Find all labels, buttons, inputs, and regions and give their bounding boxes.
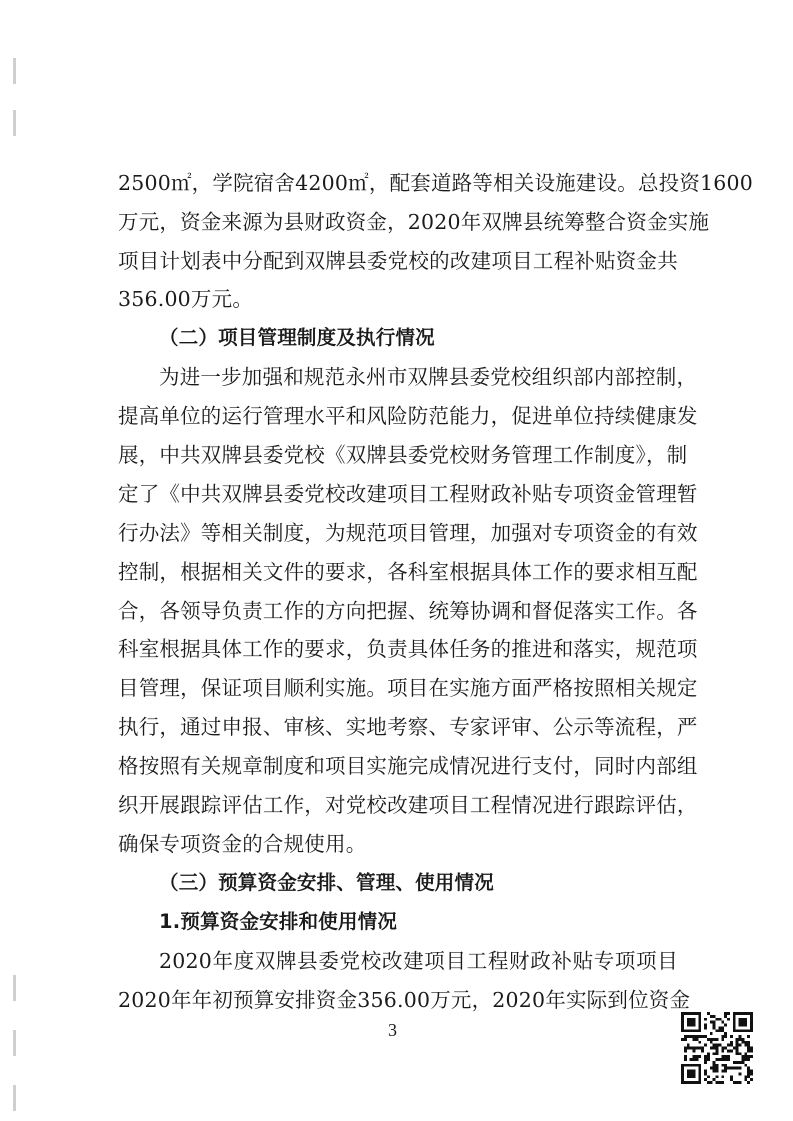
qr-module (707, 1055, 710, 1058)
qr-module (704, 1072, 707, 1075)
qr-module (721, 1081, 724, 1084)
qr-module (698, 1035, 701, 1038)
qr-module (739, 1067, 742, 1070)
qr-module (718, 1058, 721, 1061)
qr-module (739, 1035, 742, 1038)
qr-module (716, 1075, 719, 1078)
qr-module (690, 1047, 693, 1050)
qr-module (710, 1032, 713, 1035)
qr-module (710, 1041, 713, 1044)
qr-module (741, 1038, 744, 1041)
qr-module (704, 1061, 707, 1064)
qr-module (707, 1052, 710, 1055)
qr-module (724, 1012, 727, 1015)
paragraph-line: 项目计划表中分配到双牌县委党校的改建项目工程补贴资金共 (118, 249, 678, 273)
qr-module (721, 1055, 724, 1058)
qr-module (704, 1035, 707, 1038)
qr-module (747, 1049, 750, 1052)
qr-module (704, 1024, 707, 1027)
qr-module (716, 1052, 719, 1055)
paragraph-line: 行办法》等相关制度，为规范项目管理，加强对专项资金的有效 (118, 521, 698, 545)
qr-module (704, 1055, 707, 1058)
qr-module (736, 1061, 739, 1064)
qr-module (724, 1070, 727, 1073)
paragraph-line: 合，各领导负责工作的方向把握、统筹协调和督促落实工作。各 (118, 599, 698, 623)
qr-module (718, 1026, 721, 1029)
qr-module (690, 1035, 693, 1038)
qr-module (713, 1021, 716, 1024)
qr-module (684, 1035, 687, 1038)
qr-module (687, 1035, 690, 1038)
qr-module (704, 1070, 707, 1073)
qr-module (716, 1058, 719, 1061)
qr-module (713, 1078, 716, 1081)
qr-module (713, 1064, 716, 1067)
qr-module (695, 1035, 698, 1038)
qr-module (721, 1035, 724, 1038)
section-heading: （三）预算资金安排、管理、使用情况 (159, 871, 494, 894)
qr-module (724, 1058, 727, 1061)
qr-module (750, 1070, 753, 1073)
qr-module (736, 1081, 739, 1084)
qr-module (727, 1018, 730, 1021)
qr-module (741, 1061, 744, 1064)
qr-module (721, 1075, 724, 1078)
qr-module (733, 1061, 736, 1064)
qr-module (733, 1067, 736, 1070)
binding-mark (13, 110, 16, 136)
qr-module (724, 1024, 727, 1027)
qr-module (733, 1047, 736, 1050)
qr-module (716, 1018, 719, 1021)
qr-module (684, 1058, 687, 1061)
qr-module (739, 1072, 742, 1075)
qr-module (710, 1015, 713, 1018)
qr-module (718, 1044, 721, 1047)
qr-module (721, 1049, 724, 1052)
qr-module (684, 1038, 687, 1041)
qr-module (693, 1047, 696, 1050)
qr-module (713, 1067, 716, 1070)
qr-module (744, 1075, 747, 1078)
paragraph-line: 格按照有关规章制度和项目实施完成情况进行支付，同时内部组 (118, 754, 698, 778)
qr-module (716, 1038, 719, 1041)
qr-module (718, 1018, 721, 1021)
qr-module (716, 1029, 719, 1032)
paragraph-line: 356.00万元。 (118, 287, 254, 311)
qr-module (730, 1067, 733, 1070)
qr-module (730, 1041, 733, 1044)
qr-module (701, 1047, 704, 1050)
qr-module (730, 1049, 733, 1052)
qr-module (727, 1049, 730, 1052)
paragraph-line: 2020年年初预算安排资金356.00万元，2020年实际到位资金 (118, 988, 691, 1012)
binding-mark (13, 1085, 16, 1111)
qr-module (718, 1029, 721, 1032)
qr-module (710, 1038, 713, 1041)
subsection-heading: 1.预算资金安排和使用情况 (159, 910, 398, 933)
qr-module (741, 1058, 744, 1061)
qr-module (684, 1047, 687, 1050)
qr-module (690, 1058, 693, 1061)
qr-module (744, 1058, 747, 1061)
qr-module (747, 1058, 750, 1061)
qr-module (693, 1055, 696, 1058)
qr-module (710, 1047, 713, 1050)
paragraph-line: 执行，通过申报、审核、实地考察、专家评审、公示等流程，严 (118, 715, 698, 739)
qr-module (736, 1041, 739, 1044)
qr-module (716, 1067, 719, 1070)
qr-module (721, 1064, 724, 1067)
paragraph-line: 展，中共双牌县委党校《双牌县委党校财务管理工作制度》，制 (118, 443, 688, 467)
paragraph-line: 定了《中共双牌县委党校改建项目工程财政补贴专项资金管理暂 (118, 482, 698, 506)
qr-module (747, 1075, 750, 1078)
qr-module (750, 1049, 753, 1052)
qr-module (710, 1021, 713, 1024)
qr-module (739, 1061, 742, 1064)
paragraph-line: 织开展跟踪评估工作，对党校改建项目工程情况进行跟踪评估， (118, 793, 698, 817)
qr-module (693, 1058, 696, 1061)
qr-module (695, 1047, 698, 1050)
qr-module (744, 1041, 747, 1044)
qr-module (750, 1047, 753, 1050)
paragraph-line: 2020年度双牌县委党校改建项目工程财政补贴专项项目 (159, 949, 678, 973)
qr-module (727, 1067, 730, 1070)
qr-module (747, 1055, 750, 1058)
qr-module (736, 1038, 739, 1041)
qr-module (698, 1041, 701, 1044)
qr-module (747, 1081, 750, 1084)
qr-module (747, 1044, 750, 1047)
paragraph-line: 目管理，保证项目顺利实施。项目在实施方面严格按照相关规定 (118, 676, 698, 700)
qr-module (707, 1075, 710, 1078)
paragraph-line: 为进一步加强和规范永州市双牌县委党校组织部内部控制， (159, 365, 698, 389)
section-heading: （二）项目管理制度及执行情况 (159, 326, 435, 349)
qr-module (693, 1049, 696, 1052)
qr-module (713, 1047, 716, 1050)
qr-module (724, 1032, 727, 1035)
qr-module (736, 1044, 739, 1047)
qr-module (721, 1026, 724, 1029)
qr-module (747, 1072, 750, 1075)
qr-module (739, 1081, 742, 1084)
qr-module (716, 1049, 719, 1052)
qr-module (710, 1081, 713, 1084)
qr-module (687, 1047, 690, 1050)
qr-module (713, 1044, 716, 1047)
qr-module (681, 1038, 684, 1041)
qr-module (730, 1075, 733, 1078)
qr-module (693, 1038, 696, 1041)
qr-module (698, 1055, 701, 1058)
qr-module (713, 1070, 716, 1073)
qr-module (747, 1035, 750, 1038)
qr-module (707, 1012, 710, 1015)
qr-module (747, 1041, 750, 1044)
qr-module (704, 1026, 707, 1029)
qr-module (724, 1055, 727, 1058)
qr-module (733, 1081, 736, 1084)
qr-module (698, 1047, 701, 1050)
qr-module (727, 1012, 730, 1015)
qr-module (747, 1047, 750, 1050)
binding-mark (13, 58, 16, 84)
qr-module (724, 1064, 727, 1067)
qr-module (727, 1058, 730, 1061)
qr-module (730, 1078, 733, 1081)
qr-module (713, 1026, 716, 1029)
qr-module (684, 1055, 687, 1058)
paragraph-line: 科室根据具体工作的要求，负责具体任务的推进和落实，规范项 (118, 637, 698, 661)
qr-module (713, 1015, 716, 1018)
qr-module (747, 1070, 750, 1073)
qr-module (744, 1052, 747, 1055)
paragraph-line: 万元，资金来源为县财政资金，2020年双牌县统筹整合资金实施 (118, 210, 710, 234)
qr-module (695, 1058, 698, 1061)
qr-module (716, 1081, 719, 1084)
qr-module (721, 1058, 724, 1061)
binding-mark (13, 975, 16, 1001)
qr-module (710, 1067, 713, 1070)
qr-module (744, 1064, 747, 1067)
qr-module (693, 1035, 696, 1038)
qr-module (744, 1078, 747, 1081)
paragraph-line: 2500㎡，学院宿舍4200㎡，配套道路等相关设施建设。总投资1600 (118, 171, 754, 195)
qr-module (695, 1038, 698, 1041)
qr-module (704, 1078, 707, 1081)
qr-module (707, 1058, 710, 1061)
qr-module (736, 1047, 739, 1050)
qr-module (724, 1015, 727, 1018)
qr-module (744, 1044, 747, 1047)
qr-module (739, 1038, 742, 1041)
paragraph-line: 提高单位的运行管理水平和风险防范能力，促进单位持续健康发 (118, 404, 698, 428)
qr-module (741, 1055, 744, 1058)
qr-module (747, 1067, 750, 1070)
qr-module (724, 1035, 727, 1038)
qr-module (684, 1049, 687, 1052)
qr-module (713, 1052, 716, 1055)
qr-module (713, 1024, 716, 1027)
qr-module (707, 1081, 710, 1084)
qr-module (750, 1072, 753, 1075)
qr-code-icon (681, 1012, 753, 1084)
qr-module (713, 1061, 716, 1064)
qr-module (750, 1078, 753, 1081)
qr-module (736, 1052, 739, 1055)
qr-module (701, 1049, 704, 1052)
qr-module (730, 1044, 733, 1047)
qr-module (716, 1070, 719, 1073)
qr-module (736, 1049, 739, 1052)
qr-module (687, 1044, 690, 1047)
qr-module (739, 1052, 742, 1055)
qr-module (721, 1047, 724, 1050)
qr-module (695, 1055, 698, 1058)
qr-module (724, 1047, 727, 1050)
page-number: 3 (388, 1020, 397, 1040)
qr-module (716, 1047, 719, 1050)
qr-module (713, 1038, 716, 1041)
qr-module (707, 1038, 710, 1041)
qr-module (721, 1021, 724, 1024)
qr-module (704, 1018, 707, 1021)
qr-module (718, 1081, 721, 1084)
qr-module (744, 1055, 747, 1058)
qr-module (750, 1055, 753, 1058)
qr-module (741, 1041, 744, 1044)
qr-module (721, 1029, 724, 1032)
qr-module (727, 1044, 730, 1047)
qr-module (721, 1070, 724, 1073)
qr-module (704, 1058, 707, 1061)
qr-module (716, 1044, 719, 1047)
binding-mark (13, 1030, 16, 1056)
qr-module (739, 1044, 742, 1047)
paragraph-line: 控制，根据相关文件的要求，各科室根据具体工作的要求相互配 (118, 560, 698, 584)
qr-module (724, 1067, 727, 1070)
qr-module (730, 1035, 733, 1038)
qr-module (716, 1064, 719, 1067)
paragraph-line: 确保专项资金的合规使用。 (118, 832, 367, 856)
qr-module (727, 1055, 730, 1058)
qr-module (701, 1035, 704, 1038)
qr-module (721, 1038, 724, 1041)
qr-module (704, 1044, 707, 1047)
qr-module (736, 1067, 739, 1070)
